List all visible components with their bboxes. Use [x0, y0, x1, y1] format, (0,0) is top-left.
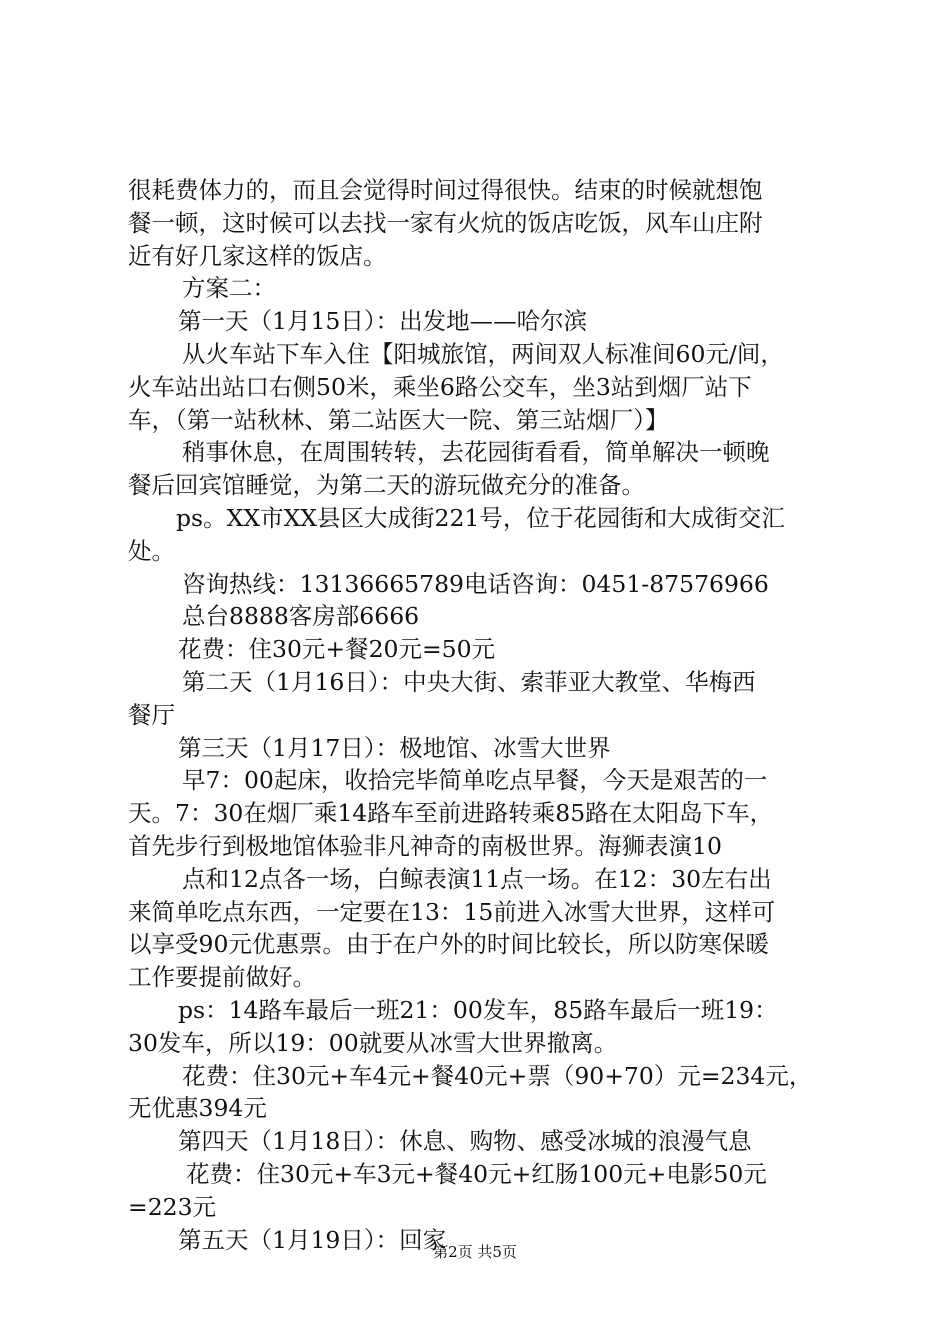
document-body: [128, 174, 838, 1256]
contact-line: 咨询热线：13136665789电话咨询：0451-87576966: [182, 569, 769, 598]
text-line: 火车站出站口右侧50米，乘坐6路公交车，坐3站到烟厂站下: [128, 372, 752, 401]
text-line: 30发车，所以19：00就要从冰雪大世界撤离。: [128, 1028, 618, 1057]
text-line: 首先步行到极地馆体验非凡神奇的南极世界。海狮表演10: [128, 831, 722, 860]
contact-line: 总台8888客房部6666: [182, 602, 420, 631]
day-heading: 第一天（1月15日）：出发地——哈尔滨: [178, 307, 588, 336]
day-heading: 第五天（1月19日）：回家: [178, 1225, 447, 1254]
section-heading: 方案二：: [182, 274, 276, 303]
text-line: 餐后回宾馆睡觉，为第二天的游玩做充分的准备。: [128, 471, 645, 500]
cost-line: 花费：住30元+餐20元=50元: [178, 635, 496, 664]
text-line: 无优惠394元: [128, 1094, 267, 1123]
text-line: 餐厅: [128, 700, 175, 729]
text-line: 工作要提前做好。: [128, 963, 316, 992]
cost-line: 花费：住30元+车4元+餐40元+票（90+70）元=234元，: [182, 1061, 813, 1090]
text-line: 近有好几家这样的饭店。: [128, 241, 387, 270]
text-line: ps。XX市XX县区大成街221号，位于花园街和大成街交汇: [176, 503, 785, 532]
text-line: ps：14路车最后一班21：00发车，85路车最后一班19：: [178, 995, 778, 1024]
page-number-footer: 第2页 共5页: [433, 1243, 517, 1261]
text-line: 以享受90元优惠票。由于在户外的时间比较长，所以防寒保暖: [128, 930, 769, 959]
day-heading: 第二天（1月16日）：中央大街、索菲亚大教堂、华梅西: [182, 667, 756, 696]
day-heading: 第四天（1月18日）：休息、购物、感受冰城的浪漫气息: [178, 1127, 752, 1156]
text-line: 很耗费体力的，而且会觉得时间过得很快。结束的时候就想饱: [128, 176, 763, 204]
text-line: 稍事休息，在周围转转，去花园街看看，简单解决一顿晚: [182, 438, 770, 467]
text-line: 来简单吃点东西，一定要在13：15前进入冰雪大世界，这样可: [128, 897, 776, 926]
text-line: 天。7：30在烟厂乘14路车至前进路转乘85路在太阳岛下车，: [128, 799, 774, 828]
day-heading: 第三天（1月17日）：极地馆、冰雪大世界: [178, 733, 611, 762]
text-line: 车，（第一站秋林、第二站医大一院、第三站烟厂）】: [128, 405, 669, 434]
text-line: 早7：00起床，收拾完毕简单吃点早餐，今天是艰苦的一: [182, 766, 768, 795]
text-line: 处。: [128, 536, 175, 565]
cost-line: 花费：住30元+车3元+餐40元+红肠100元+电影50元: [186, 1159, 767, 1188]
text-line: =223元: [128, 1192, 217, 1221]
text-line: 点和12点各一场，白鲸表演11点一场。在12：30左右出: [182, 864, 772, 893]
text-line: 从火车站下车入住【阳城旅馆，两间双人标准间60元/间，: [182, 339, 784, 368]
text-line: 餐一顿，这时候可以去找一家有火炕的饭店吃饭，风车山庄附: [128, 208, 763, 237]
